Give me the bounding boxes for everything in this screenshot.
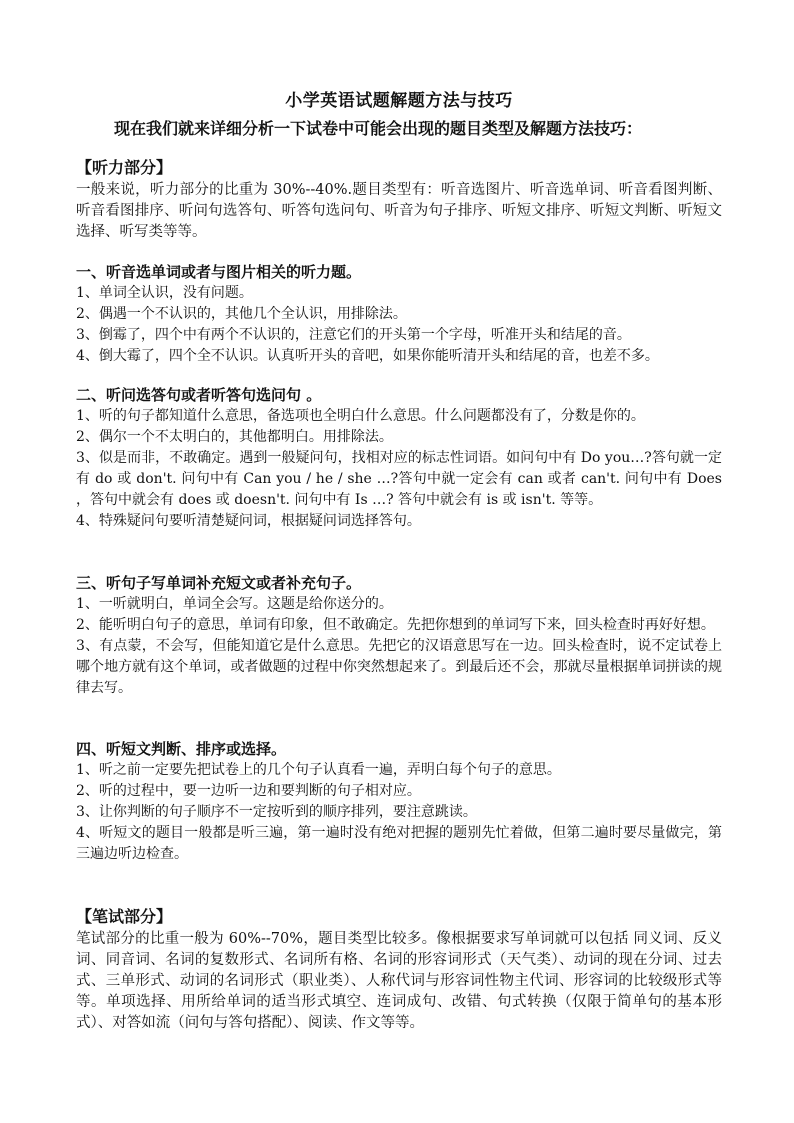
- listening-section: [76, 156, 722, 243]
- list-item: 4、特殊疑问句要听清楚疑问词，根据疑问词选择答句。: [76, 513, 421, 529]
- listening-intro: 一般来说，听力部分的比重为 30%--40%.题目类型有：听音选图片、听音选单词、听音看图判断、听音看图排序、听问句选答句、听答句选问句、听音为句子排序、听短文排序、听短文判断、听短文选择、听写类等等。: [76, 182, 722, 240]
- list-item: 2、偶遇一个不认识的，其他几个全认识，用排除法。: [76, 306, 407, 322]
- written-heading: 【笔试部分】: [76, 907, 173, 926]
- page-subtitle: 现在我们就来详细分析一下试卷中可能会出现的题目类型及解题方法技巧：: [114, 119, 643, 138]
- written-intro: 笔试部分的比重一般为 60%--70%，题目类型比较多。像根据要求写单词就可以包括 同义词、反义词、同音词、名词的复数形式、名词所有格、名词的形容词形式（天气类）、动词的现在分词、过去式、三单形式、动词的名词形式（职业类）、人称代词与形容词性物主代词、形容词的比较级形式等等。单项选择、用所给单词的适当形式填空、连词成句、改错、句式转换（仅限于简单句的基本形式）、对答如流（问句与答句搭配）、阅读、作文等等。: [76, 931, 722, 1031]
- list-item: 2、偶尔一个不太明白的，其他都明白。用排除法。: [76, 429, 393, 445]
- part-heading: 三、听句子写单词补充短文或者补充句子。: [76, 574, 362, 592]
- listening-part-4: [76, 739, 722, 865]
- list-item: 2、能听明白句子的意思，单词有印象，但不敢确定。先把你想到的单词写下来，回头检查时再好好想。: [76, 617, 715, 633]
- list-item: 3、似是而非，不敢确定。遇到一般疑问句，找相对应的标志性词语。如问句中有 Do you…?答句就一定有 do 或 don't. 问句中有 Can you / he / she …?答句中就一定会有 can 或者 can't. 问句中有 Does ，答句中就会有 does 或 doesn't. 问句中有 Is …? 答句中就会有 is 或 isn't. 等等。: [76, 450, 722, 508]
- part-heading: 四、听短文判断、排序或选择。: [76, 740, 287, 758]
- list-item: 1、听的句子都知道什么意思，备选项也全明白什么意思。什么问题都没有了，分数是你的。: [76, 408, 645, 424]
- listening-part-2: [76, 385, 722, 532]
- list-item: 1、一听就明白，单词全会写。这题是给你送分的。: [76, 596, 393, 612]
- page-title: 小学英语试题解题方法与技巧: [285, 91, 513, 111]
- list-item: 4、倒大霉了，四个全不认识。认真听开头的音吧，如果你能听清开头和结尾的音，也差不多。: [76, 348, 659, 364]
- list-item: 3、倒霉了，四个中有两个不认识的，注意它们的开头第一个字母，听准开头和结尾的音。: [76, 327, 631, 343]
- list-item: 2、听的过程中，要一边听一边和要判断的句子相对应。: [76, 783, 421, 799]
- list-item: 1、单词全认识，没有问题。: [76, 285, 253, 301]
- part-heading: 一、听音选单词或者与图片相关的听力题。: [76, 263, 362, 281]
- part-heading: 二、听问选答句或者听答句选问句 。: [76, 386, 322, 404]
- list-item: 1、听之前一定要先把试卷上的几个句子认真看一遍，弄明白每个句子的意思。: [76, 762, 561, 778]
- listening-part-1: [76, 262, 722, 367]
- list-item: 3、让你判断的句子顺序不一定按听到的顺序排列，要注意跳读。: [76, 804, 477, 820]
- list-item: 4、听短文的题目一般都是听三遍，第一遍时没有绝对把握的题别先忙着做，但第二遍时要尽量做完，第三遍边听边检查。: [76, 825, 722, 862]
- listening-part-3: [76, 573, 722, 699]
- list-item: 3、有点蒙，不会写，但能知道它是什么意思。先把它的汉语意思写在一边。回头检查时，说不定试卷上哪个地方就有这个单词，或者做题的过程中你突然想起来了。到最后还不会，那就尽量根据单词拼读的规律去写。: [76, 638, 722, 696]
- listening-heading: 【听力部分】: [76, 158, 173, 177]
- written-section: [76, 905, 722, 1034]
